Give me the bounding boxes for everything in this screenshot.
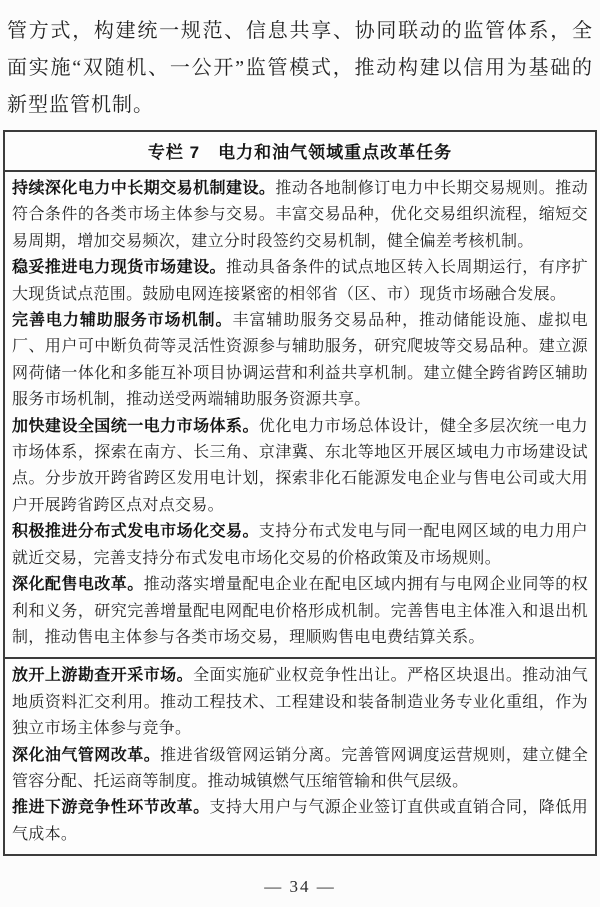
task-lead: 加快建设全国统一电力市场体系。 [12,417,259,435]
task-body: 优化电力市场总体设计，健全多层次统一电力市场体系，探索在南方、长三角、京津冀、东北等地区开展区域电力市场建设试点。分步放开跨省跨区发用电计划，探索非化石能源发电企业与售电公司或大用户开展跨省跨区点对点交易。 [12,417,588,514]
task-item [12,743,588,796]
task-body: 推动具备条件的试点地区转入长周期运行，有序扩大现货试点范围。鼓励电网连接紧密的相邻省（区、市）现货市场融合发展。 [12,259,588,303]
task-lead: 深化配售电改革。 [12,576,144,594]
task-lead: 放开上游勘查开采市场。 [12,667,194,685]
task-item [12,795,588,848]
task-item [12,572,588,651]
task-lead: 推进下游竞争性环节改革。 [12,799,210,817]
task-body: 丰富辅助服务交易品种，推动储能设施、虚拟电厂、用户可中断负荷等灵活性资源参与辅助服务，研究爬坡等交易品种。建立源网荷储一体化和多能互补项目协调运营和利益共享机制。建立健全跨省跨区辅助服务市场机制，推动送受两端辅助服务资源共享。 [12,312,588,409]
task-item [12,519,588,572]
task-item [12,176,588,255]
task-item [12,663,588,742]
task-body: 支持大用户与气源企业签订直供或直销合同，降低用气成本。 [12,799,588,843]
page-number: — 34 — [264,877,336,897]
panel-section-oilgas [5,657,595,854]
task-lead: 持续深化电力中长期交易机制建设。 [12,180,276,197]
task-body: 全面实施矿业权竞争性出让。严格区块退出。推动油气地质资料汇交利用。推动工程技术、工程建设和装备制造业务专业化重组，作为独立市场主体参与竞争。 [12,667,588,738]
task-lead: 稳妥推进电力现货市场建设。 [12,259,226,277]
task-item [12,308,588,414]
panel-title: 专栏 7 电力和油气领域重点改革任务 [5,132,595,172]
task-item [12,255,588,308]
column7-panel [3,130,597,856]
intro-paragraph: 管方式，构建统一规范、信息共享、协同联动的监管体系，全面实施“双随机、一公开”监管模式，推动构建以信用为基础的新型监管机制。 [7,20,593,116]
task-lead: 积极推进分布式发电市场化交易。 [12,523,259,541]
panel-section-electricity [5,172,595,657]
task-body: 推进省级管网运销分离。完善管网调度运营规则，建立健全管容分配、托运商等制度。推动城镇燃气压缩管输和供气层级。 [12,746,588,790]
task-body: 推动落实增量配电企业在配电区域内拥有与电网企业同等的权利和义务，研究完善增量配电网配电价格形成机制。完善售电主体准入和退出机制，推动售电主体参与各类市场交易，理顺购售电电费结算关系。 [12,576,588,646]
task-body: 推动各地制修订电力中长期交易规则。推动符合条件的各类市场主体参与交易。丰富交易品种，优化交易组织流程，缩短交易周期，增加交易频次，建立分时段签约交易机制，健全偏差考核机制。 [12,180,588,250]
task-lead: 完善电力辅助服务市场机制。 [12,312,233,330]
task-item [12,414,588,520]
task-lead: 深化油气管网改革。 [12,746,161,764]
task-body: 支持分布式发电与同一配电网区域的电力用户就近交易，完善支持分布式发电市场化交易的价格政策及市场规则。 [12,523,588,567]
